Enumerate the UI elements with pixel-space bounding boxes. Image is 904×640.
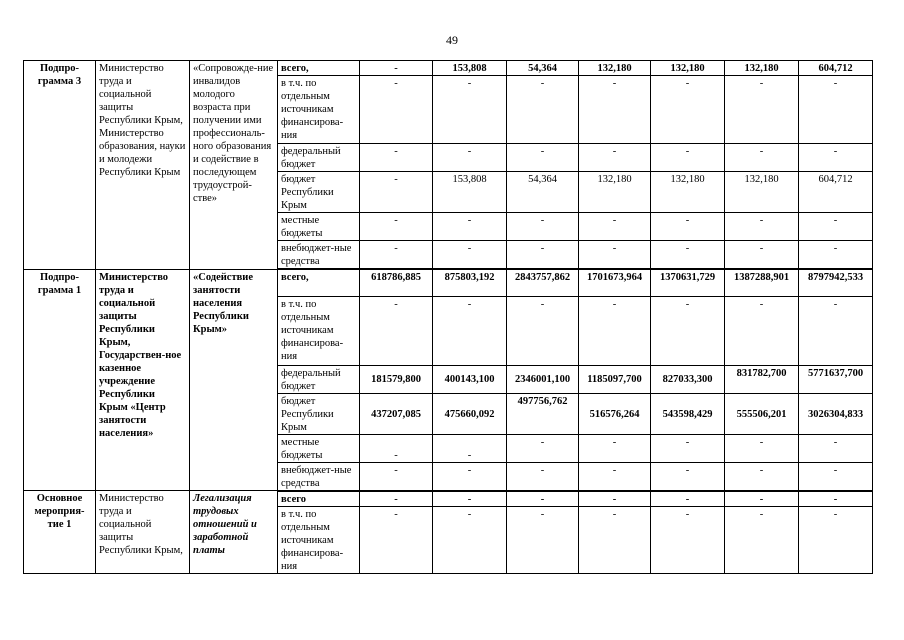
source-label: всего (278, 491, 360, 507)
value-cell: 827033,300 (651, 365, 725, 393)
value-cell: - (579, 241, 651, 270)
value-cell: - (360, 296, 433, 365)
value-cell: - (651, 76, 725, 144)
value-cell: 3026304,833 (799, 393, 873, 434)
value-cell: 831782,700 (725, 365, 799, 393)
value-cell: - (507, 296, 579, 365)
value-cell: 475660,092 (433, 393, 507, 434)
value-cell: - (360, 61, 433, 76)
value-cell: - (360, 434, 433, 462)
value-cell: - (651, 491, 725, 507)
source-label: всего, (278, 269, 360, 296)
table-row (24, 269, 873, 296)
value-cell: - (360, 241, 433, 270)
source-label: в т.ч. по отдельным источникам финансирова-ния (278, 76, 360, 144)
program-name-cell: «Содействие занятости населения Республики Крым» (190, 269, 278, 491)
value-cell: 132,180 (579, 61, 651, 76)
value-cell: - (360, 506, 433, 573)
value-cell: - (799, 76, 873, 144)
responsible-cell: Министерство труда и социальной защиты Республики Крым, (96, 491, 190, 574)
value-cell: - (433, 76, 507, 144)
source-label: федеральный бюджет (278, 144, 360, 172)
value-cell: 5771637,700 (799, 365, 873, 393)
value-cell: - (725, 144, 799, 172)
value-cell: - (799, 296, 873, 365)
value-cell: 1185097,700 (579, 365, 651, 393)
value-cell: - (507, 76, 579, 144)
value-cell: - (360, 172, 433, 213)
program-name-cell: «Сопровожде-ние инвалидов молодого возраста при получении ими профессиональ-ного образования и содействие в последующем трудоустрой-стве» (190, 61, 278, 270)
value-cell: 497756,762 (507, 393, 579, 434)
value-cell: - (799, 491, 873, 507)
value-cell: - (651, 296, 725, 365)
value-cell: 618786,885 (360, 269, 433, 296)
value-cell: - (651, 241, 725, 270)
value-cell: - (433, 434, 507, 462)
value-cell: - (725, 296, 799, 365)
value-cell: - (433, 144, 507, 172)
value-cell: - (725, 213, 799, 241)
value-cell: 153,808 (433, 172, 507, 213)
value-cell: - (360, 76, 433, 144)
value-cell: - (725, 434, 799, 462)
value-cell: 437207,085 (360, 393, 433, 434)
value-cell: - (433, 241, 507, 270)
value-cell: 132,180 (651, 61, 725, 76)
value-cell: - (725, 506, 799, 573)
value-cell: 543598,429 (651, 393, 725, 434)
value-cell: - (579, 213, 651, 241)
value-cell: 54,364 (507, 172, 579, 213)
value-cell: 2843757,862 (507, 269, 579, 296)
value-cell: - (725, 462, 799, 491)
value-cell: - (433, 506, 507, 573)
value-cell: - (579, 434, 651, 462)
source-label: федеральный бюджет (278, 365, 360, 393)
value-cell: 132,180 (725, 172, 799, 213)
value-cell: 132,180 (579, 172, 651, 213)
value-cell: - (507, 241, 579, 270)
source-label: бюджет Республики Крым (278, 393, 360, 434)
budget-table (23, 60, 873, 574)
value-cell: - (507, 434, 579, 462)
program-cell: Подпро- грамма 3 (24, 61, 96, 270)
value-cell: - (433, 491, 507, 507)
source-label: внебюджет-ные средства (278, 462, 360, 491)
program-cell: Основное мероприя- тие 1 (24, 491, 96, 574)
source-label: в т.ч. по отдельным источникам финансирова-ния (278, 506, 360, 573)
value-cell: - (799, 144, 873, 172)
value-cell: 555506,201 (725, 393, 799, 434)
value-cell: - (651, 462, 725, 491)
source-label: местные бюджеты (278, 213, 360, 241)
responsible-cell: Министерство труда и социальной защиты Республики Крым, Министерство образования, науки и молодежи Республики Крым (96, 61, 190, 270)
value-cell: - (507, 144, 579, 172)
value-cell: 400143,100 (433, 365, 507, 393)
value-cell: 516576,264 (579, 393, 651, 434)
value-cell: - (799, 213, 873, 241)
value-cell: - (651, 506, 725, 573)
value-cell: - (579, 76, 651, 144)
value-cell: - (579, 296, 651, 365)
value-cell: - (579, 506, 651, 573)
value-cell: 132,180 (725, 61, 799, 76)
value-cell: - (799, 462, 873, 491)
value-cell: 1387288,901 (725, 269, 799, 296)
table-row (24, 491, 873, 507)
responsible-cell: Министерство труда и социальной защиты Республики Крым, Государствен-ное казенное учреждение Республики Крым «Центр занятости населения» (96, 269, 190, 491)
value-cell: - (579, 462, 651, 491)
value-cell: - (360, 144, 433, 172)
value-cell: 2346001,100 (507, 365, 579, 393)
program-cell: Подпро- грамма 1 (24, 269, 96, 491)
value-cell: - (433, 213, 507, 241)
value-cell: - (799, 506, 873, 573)
value-cell: 181579,800 (360, 365, 433, 393)
value-cell: - (725, 76, 799, 144)
value-cell: - (360, 462, 433, 491)
source-label: местные бюджеты (278, 434, 360, 462)
source-label: всего, (278, 61, 360, 76)
value-cell: 132,180 (651, 172, 725, 213)
value-cell: - (433, 296, 507, 365)
page-number: 49 (446, 33, 458, 47)
value-cell: - (799, 434, 873, 462)
table-row (24, 61, 873, 76)
value-cell: - (651, 434, 725, 462)
value-cell: 604,712 (799, 172, 873, 213)
value-cell: - (507, 491, 579, 507)
value-cell: 1370631,729 (651, 269, 725, 296)
value-cell: - (507, 462, 579, 491)
value-cell: - (651, 213, 725, 241)
source-label: в т.ч. по отдельным источникам финансирова-ния (278, 296, 360, 365)
value-cell: 153,808 (433, 61, 507, 76)
source-label: бюджет Республики Крым (278, 172, 360, 213)
value-cell: - (507, 213, 579, 241)
value-cell: 54,364 (507, 61, 579, 76)
value-cell: - (507, 506, 579, 573)
value-cell: - (360, 491, 433, 507)
value-cell: - (360, 213, 433, 241)
value-cell: - (725, 241, 799, 270)
value-cell: - (579, 491, 651, 507)
value-cell: 875803,192 (433, 269, 507, 296)
value-cell: 1701673,964 (579, 269, 651, 296)
program-name-cell: Легализация трудовых отношений и заработной платы (190, 491, 278, 574)
value-cell: 8797942,533 (799, 269, 873, 296)
value-cell: - (799, 241, 873, 270)
value-cell: - (725, 491, 799, 507)
value-cell: - (579, 144, 651, 172)
source-label: внебюджет-ные средства (278, 241, 360, 270)
value-cell: - (433, 462, 507, 491)
value-cell: - (651, 144, 725, 172)
value-cell: 604,712 (799, 61, 873, 76)
